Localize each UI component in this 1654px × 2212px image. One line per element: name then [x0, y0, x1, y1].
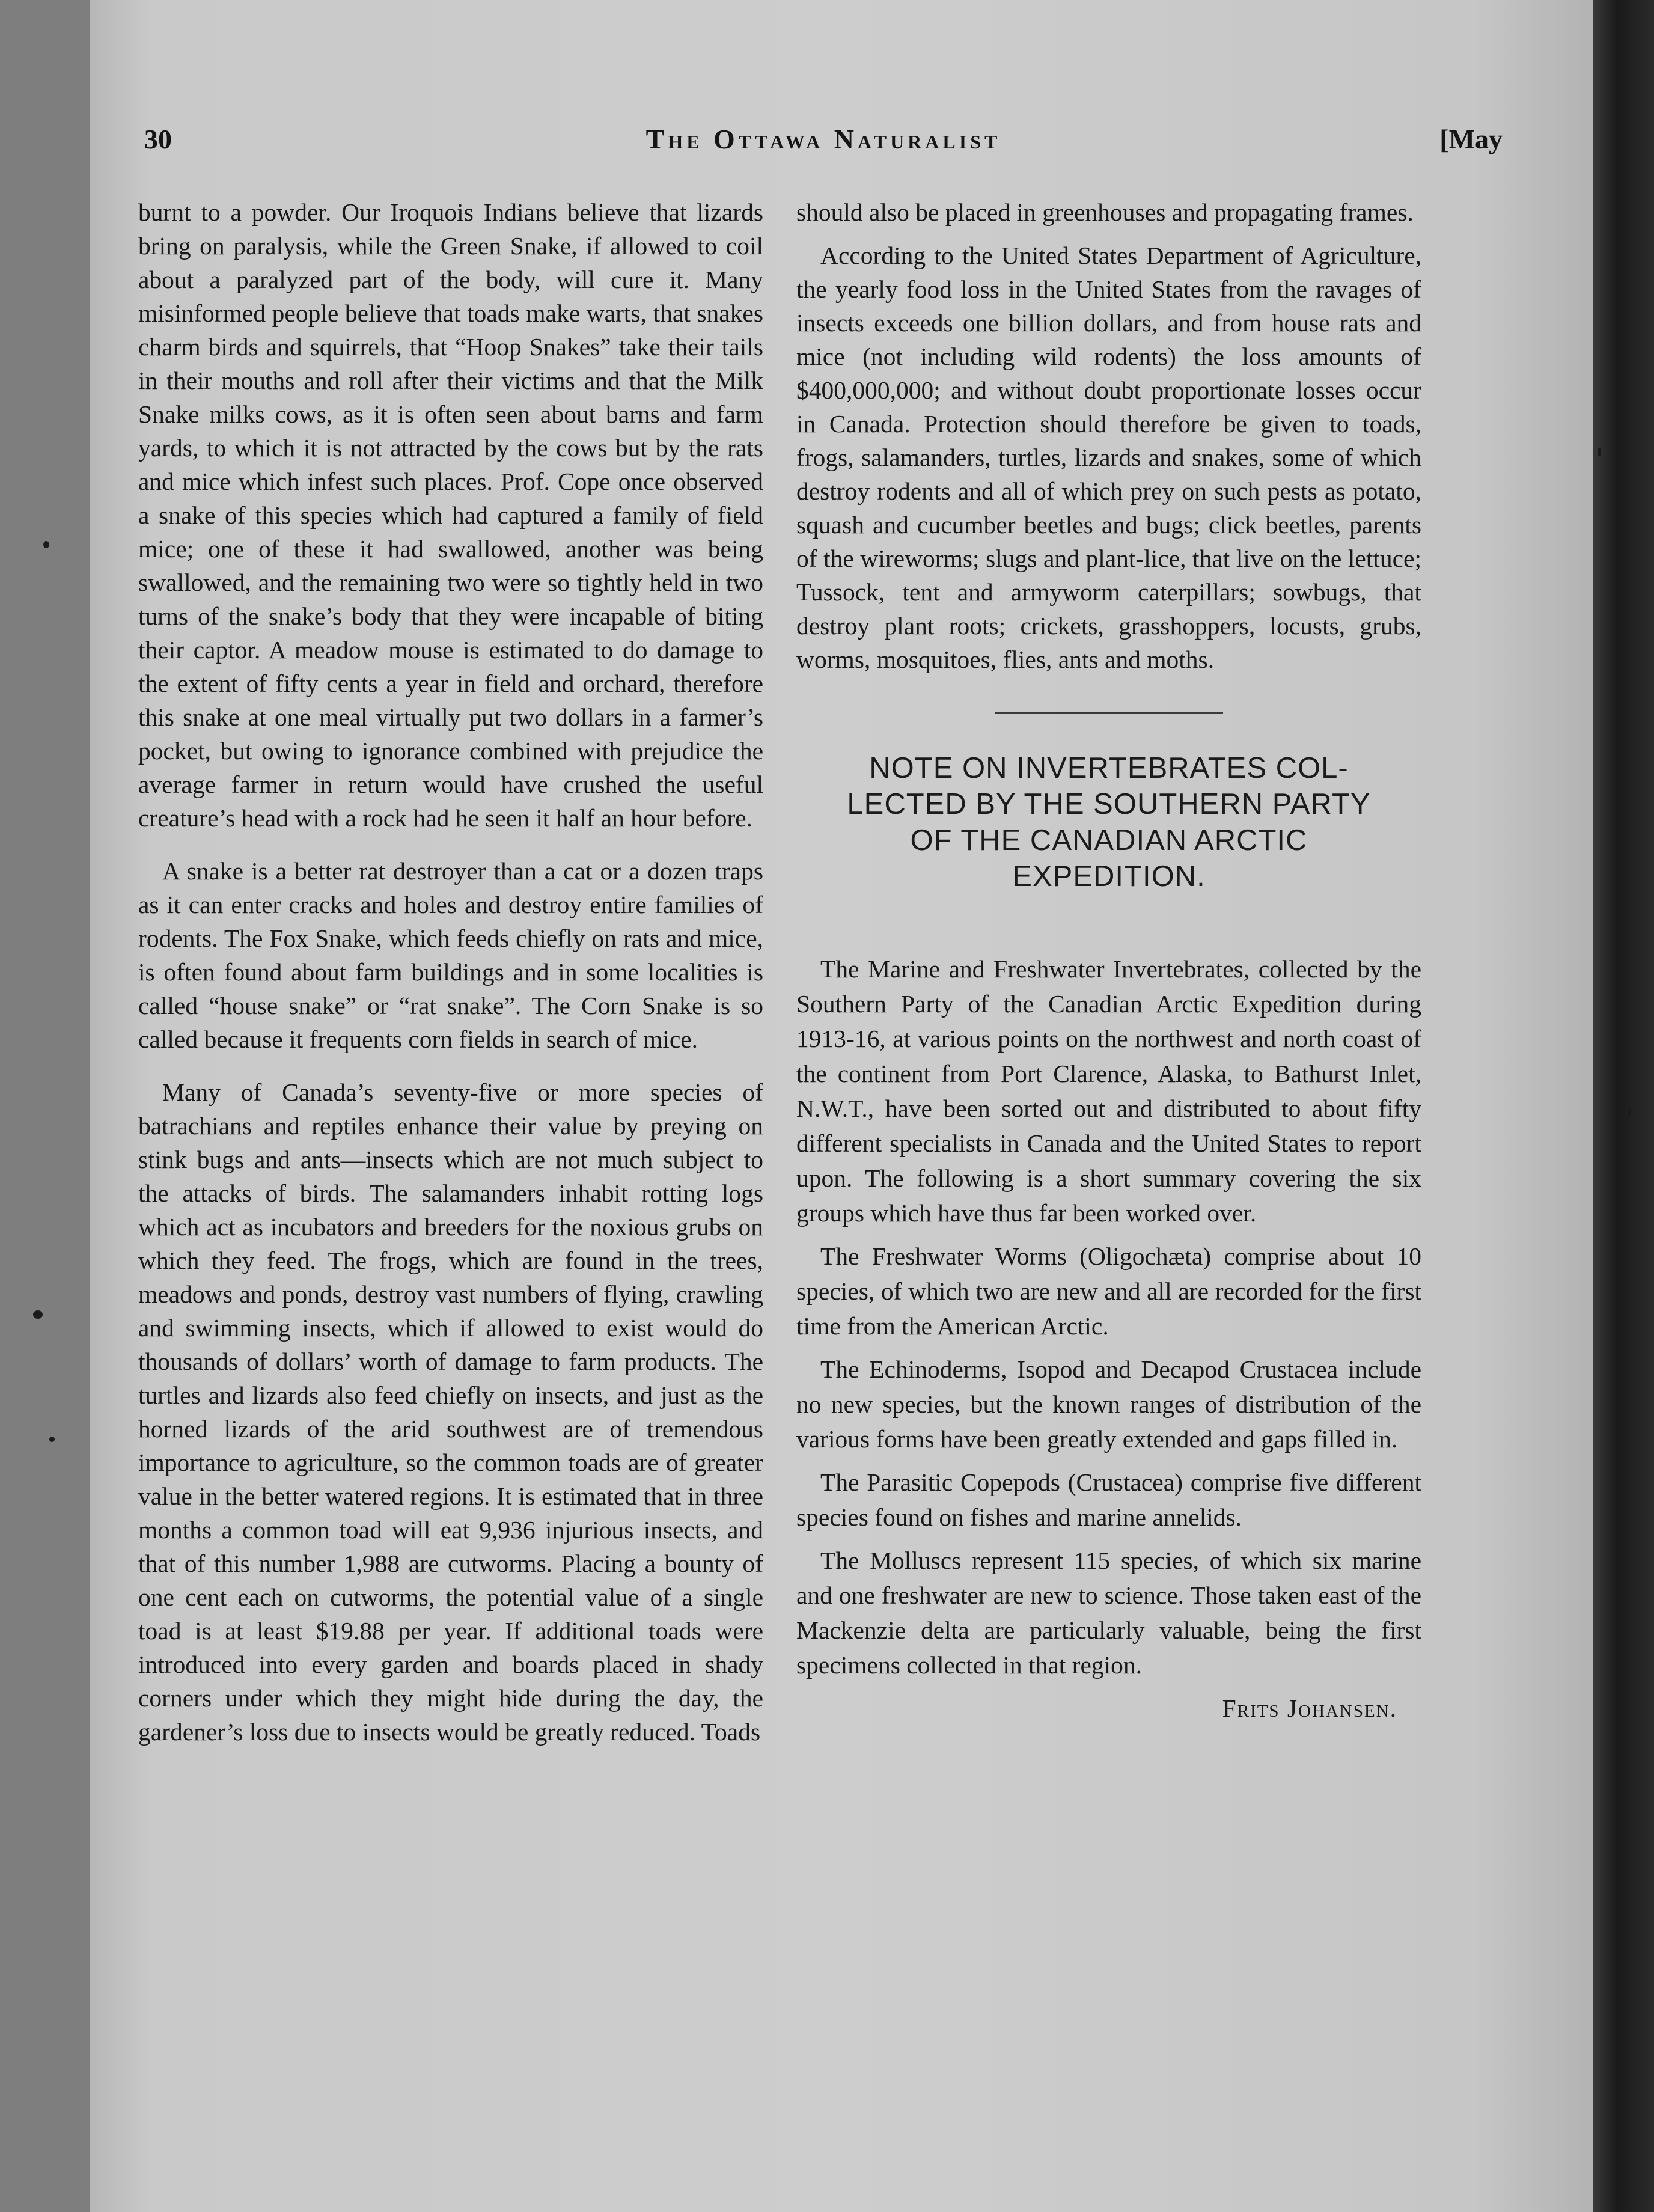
body-paragraph: Many of Canada’s seventy-five or more species of batrachians and reptiles enhance their value by preying on stink bugs and ants—insects which are not much subject to the attacks of birds. The salamanders inhabit rotting logs which act as incubators and breeders for the noxious grubs on which they feed. The frogs, which are found in the trees, meadows and ponds, destroy vast numbers of flying, crawling and swimming insects, which if allowed to exist would do thousands of dollars’ worth of damage to farm products. The turtles and lizards also feed chiefly on insects, and just as the horned lizards of the arid southwest are of tremendous importance to agriculture, so the common toads are of greater value in the better watered regions. It is estimated that in three months a common toad will eat 9,936 injurious insects, and that of this number 1,988 are cutworms. Placing a bounty of one cent each on cutworms, the potential value of a single toad is at least $19.88 per year. If additional toads were introduced into every garden and boards placed in shady corners under which they might hide during the day, the gardener’s loss due to insects would be greatly reduced. Toads	[138, 1078, 763, 1746]
running-header	[144, 123, 1503, 171]
article-paragraph: The Freshwater Worms (Oligochæta) comprise about 10 species, of which two are new and all are recorded for the first time from the American Arctic.	[796, 1242, 1421, 1340]
article-title-line: OF THE CANADIAN ARCTIC	[910, 824, 1308, 857]
left-column	[138, 195, 763, 1749]
journal-title: The Ottawa Naturalist	[645, 124, 1001, 154]
body-paragraph: burnt to a powder. Our Iroquois Indians believe that lizards bring on paralysis, while the Green Snake, if allowed to coil about a paralyzed part of the body, will cure it. Many misinformed people believe that toads make warts, that snakes charm birds and squirrels, that “Hoop Snakes” take their tails in their mouths and roll after their victims and that the Milk Snake milks cows, as it is often seen about barns and farm yards, to which it is not attracted by the cows but by the rats and mice which infest such places. Prof. Cope once observed a snake of this species which had captured a family of field mice; one of these it had swallowed, another was being swallowed, and the remaining two were so tightly held in two turns of the snake’s body that they were incapable of biting their captor. A meadow mouse is estimated to do damage to the extent of fifty cents a year in field and orchard, therefore this snake at one meal virtually put two dollars in a farmer’s pocket, but owing to ignorance combined with prejudice the average farmer in return would have crushed the useful creature’s head with a rock had he seen it half an hour before.	[138, 198, 763, 832]
section-divider	[995, 712, 1223, 714]
article-title-line: NOTE ON INVERTEBRATES COL-	[869, 752, 1349, 784]
article-paragraph: The Parasitic Copepods (Crustacea) comprise five different species found on fishes and marine annelids.	[796, 1468, 1421, 1531]
right-column	[796, 195, 1421, 1726]
body-paragraph: According to the United States Department of Agriculture, the yearly food loss in the United States from the ravages of insects exceeds one billion dollars, and from house rats and mice (not including wild rodents) the loss amounts of $400,000,000; and without doubt proportionate losses occur in Canada. Protection should therefore be given to toads, frogs, salamanders, turtles, lizards and snakes, some of which destroy rodents and all of which prey on such pests as potato, squash and cucumber beetles and bugs; click beetles, parents of the wireworms; slugs and plant-lice, that live on the lettuce; Tussock, tent and armyworm caterpillars; sowbugs, that destroy plant roots; crickets, grasshoppers, locusts, grubs, worms, mosquitoes, flies, ants and moths.	[796, 242, 1421, 673]
article-body	[796, 952, 1421, 1726]
article-title-line: EXPEDITION.	[1012, 860, 1206, 893]
book-edge-shadow	[1593, 0, 1654, 2212]
scan-speck	[33, 1310, 43, 1319]
issue-month: [May	[1439, 124, 1503, 154]
scan-speck	[49, 1437, 55, 1442]
body-paragraph: should also be placed in greenhouses and propagating frames.	[796, 198, 1414, 226]
scan-speck	[43, 541, 49, 548]
article-paragraph: The Molluscs represent 115 species, of which six marine and one freshwater are new to science. Those taken east of the Mackenzie delta are particularly valuable, being the first specimens collected in that region.	[796, 1547, 1421, 1679]
article-author: Frits Johansen.	[1222, 1694, 1397, 1722]
article-title	[796, 750, 1421, 894]
article-paragraph: The Echinoderms, Isopod and Decapod Crustacea include no new species, but the known ranges of distribution of the various forms have been greatly extended and gaps filled in.	[796, 1355, 1421, 1453]
page-number: 30	[144, 124, 172, 154]
body-paragraph: A snake is a better rat destroyer than a cat or a dozen traps as it can enter cracks and holes and destroy entire families of rodents. The Fox Snake, which feeds chiefly on rats and mice, is often found about farm buildings and in some localities is called “house snake” or “rat snake”. The Corn Snake is so called because it frequents corn fields in search of mice.	[138, 857, 763, 1053]
scan-speck	[1598, 448, 1601, 456]
scan-speck	[1628, 1109, 1631, 1116]
article-paragraph: The Marine and Freshwater Invertebrates, collected by the Southern Party of the Canadian Arctic Expedition during 1913-16, at various points on the northwest and north coast of the continent from Port Clarence, Alaska, to Bathurst Inlet, N.W.T., have been sorted out and distributed to about fifty different specialists in Canada and the United States to report upon. The following is a short summary covering the six groups which have thus far been worked over.	[796, 955, 1421, 1227]
article-title-line: LECTED BY THE SOUTHERN PARTY	[847, 788, 1371, 820]
